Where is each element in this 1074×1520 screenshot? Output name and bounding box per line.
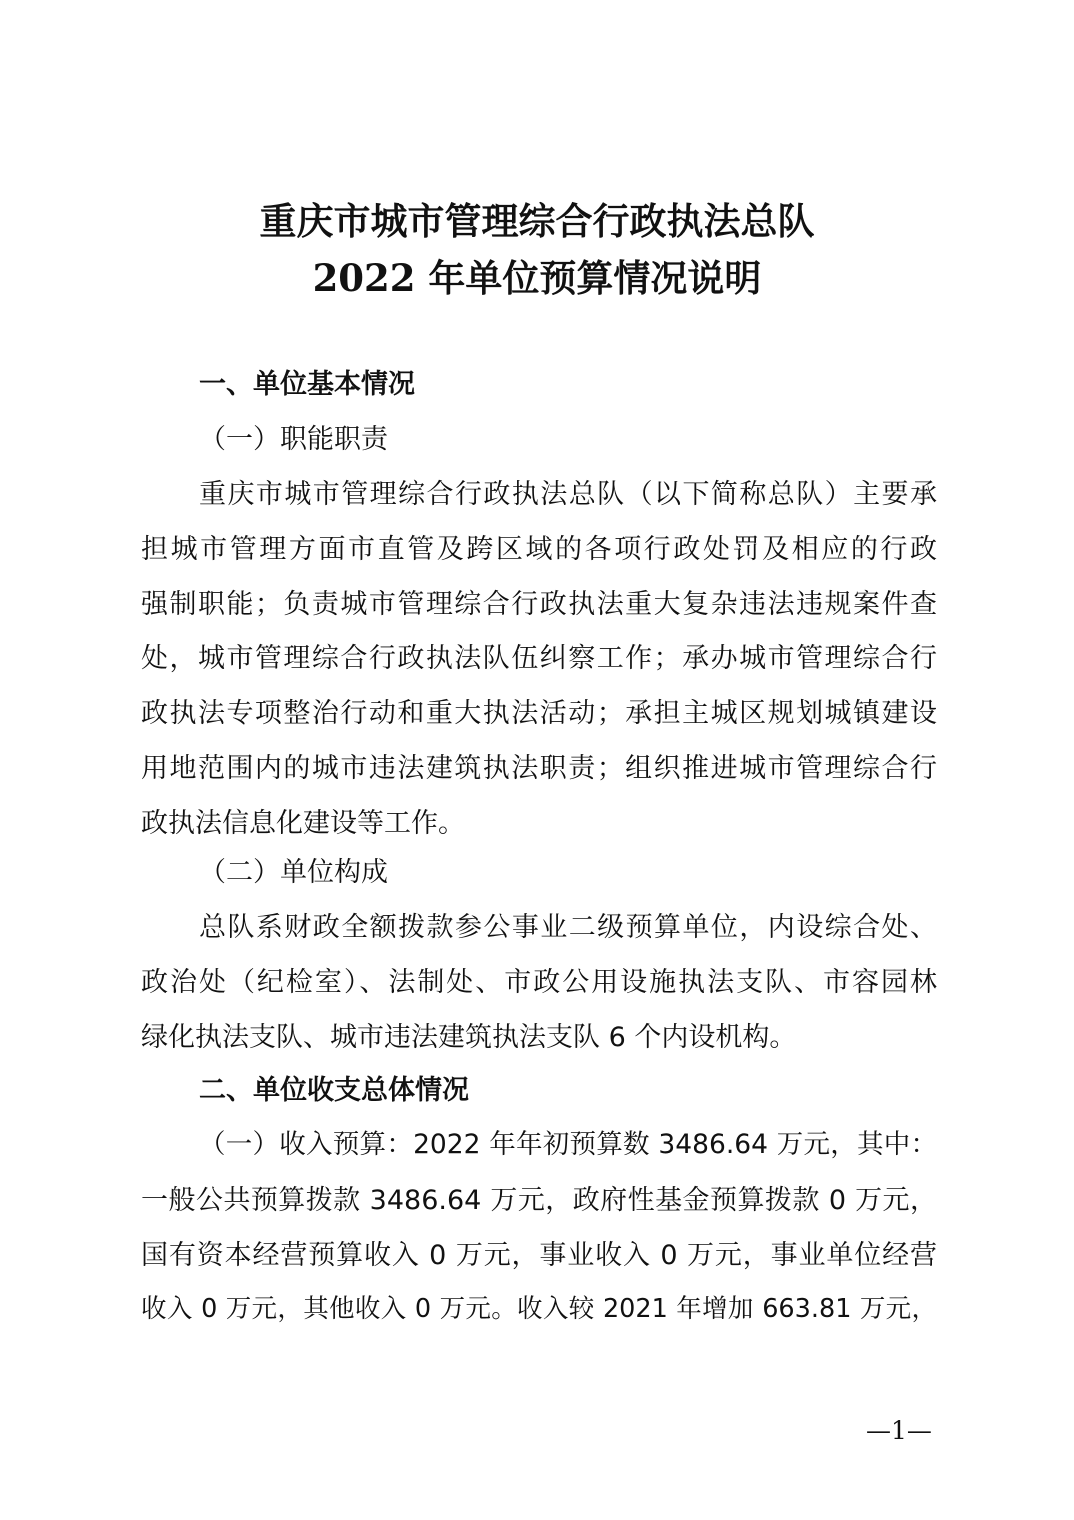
paragraph-line: 国有资本经营预算收入 0 万元，事业收入 0 万元，事业单位经营 bbox=[141, 1240, 937, 1271]
paragraph-line: （一）收入预算：2022 年年初预算数 3486.64 万元，其中： bbox=[199, 1129, 937, 1160]
paragraph-line: 用地范围内的城市违法建筑执法职责；组织推进城市管理综合行 bbox=[141, 753, 937, 784]
section-2-heading: 二、单位收支总体情况 bbox=[199, 1075, 469, 1106]
section-1-heading: 一、单位基本情况 bbox=[199, 369, 415, 400]
paragraph-line: 收入 0 万元，其他收入 0 万元。收入较 2021 年增加 663.81 万元， bbox=[141, 1294, 937, 1324]
section-1-sub-2-heading: （二）单位构成 bbox=[199, 857, 388, 888]
paragraph-line: 一般公共预算拨款 3486.64 万元，政府性基金预算拨款 0 万元， bbox=[141, 1185, 937, 1216]
paragraph-line: 政执法专项整治行动和重大执法活动；承担主城区规划城镇建设 bbox=[141, 698, 937, 729]
paragraph-line: 担城市管理方面市直管及跨区域的各项行政处罚及相应的行政 bbox=[141, 534, 937, 565]
paragraph-line: 总队系财政全额拨款参公事业二级预算单位，内设综合处、 bbox=[199, 912, 937, 943]
page-number: —1— bbox=[866, 1416, 932, 1445]
section-1-sub-1-heading: （一）职能职责 bbox=[199, 424, 388, 455]
paragraph-line: 重庆市城市管理综合行政执法总队（以下简称总队）主要承 bbox=[199, 479, 937, 510]
document-title-line-2: 2022 年单位预算情况说明 bbox=[312, 256, 762, 300]
document-title-line-1: 重庆市城市管理综合行政执法总队 bbox=[259, 199, 815, 243]
paragraph-line: 政执法信息化建设等工作。 bbox=[141, 808, 465, 839]
paragraph-line: 处，城市管理综合行政执法队伍纠察工作；承办城市管理综合行 bbox=[141, 643, 937, 674]
paragraph-line: 强制职能；负责城市管理综合行政执法重大复杂违法违规案件查 bbox=[141, 589, 937, 620]
paragraph-line: 绿化执法支队、城市违法建筑执法支队 6 个内设机构。 bbox=[141, 1022, 797, 1053]
paragraph-line: 政治处（纪检室）、法制处、市政公用设施执法支队、市容园林 bbox=[141, 967, 937, 998]
